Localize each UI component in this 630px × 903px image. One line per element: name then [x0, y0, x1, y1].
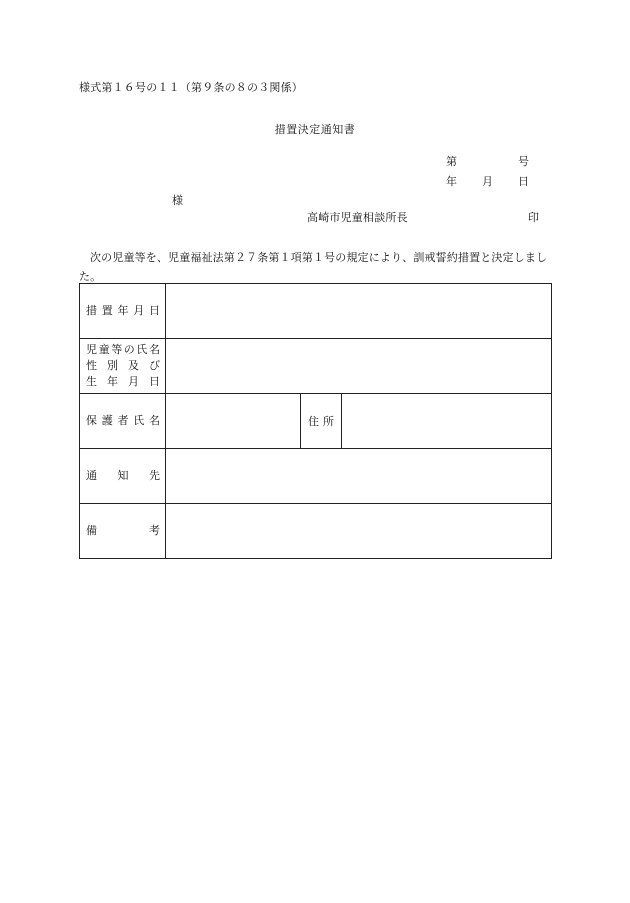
recipient-honorific: 様 [172, 194, 183, 207]
notice-table [79, 283, 552, 559]
guardian-value[interactable] [166, 394, 301, 449]
remarks-row [80, 504, 552, 559]
number-suffix: 号 [518, 155, 529, 168]
guardian-row [80, 394, 552, 449]
remarks-value[interactable] [166, 504, 552, 559]
date-day-label: 日 [518, 175, 529, 188]
child-birthdate-label: 生 年 月 日 [86, 375, 160, 388]
notify-row [80, 449, 552, 504]
address-value[interactable] [342, 394, 552, 449]
notify-value[interactable] [166, 449, 552, 504]
number-prefix: 第 [446, 155, 457, 168]
address-label: 住 所 [308, 415, 334, 428]
measure-date-value[interactable] [166, 284, 552, 339]
child-info-label-cell [80, 339, 166, 394]
address-label-cell [301, 394, 342, 449]
measure-date-row [80, 284, 552, 339]
child-info-row [80, 339, 552, 394]
guardian-label: 保 護 者 氏 名 [86, 414, 160, 427]
date-month-label: 月 [482, 175, 493, 188]
remarks-label: 備 考 [86, 524, 160, 537]
measure-date-label-cell [80, 284, 166, 339]
issuer-seal-mark: 印 [528, 211, 539, 224]
child-info-value[interactable] [166, 339, 552, 394]
issuer-name: 高崎市児童相談所長 [307, 211, 408, 224]
form-number: 様式第１６号の１１（第９条の８の３関係） [79, 81, 303, 94]
child-name-label: 児 童 等 の 氏 名 [86, 343, 160, 356]
notify-label-cell [80, 449, 166, 504]
child-gender-label: 性 別 及 び [86, 359, 160, 372]
notify-label: 通 知 先 [86, 469, 160, 482]
date-year-label: 年 [446, 175, 457, 188]
document-title: 措置決定通知書 [274, 123, 356, 136]
body-paragraph: 次の児童等を、児童福祉法第２７条第１項第１号の規定により、訓戒誓約措置と決定しました。 [79, 251, 548, 283]
remarks-label-cell [80, 504, 166, 559]
measure-date-label: 措 置 年 月 日 [86, 304, 160, 317]
guardian-label-cell [80, 394, 166, 449]
child-info-label [80, 342, 165, 390]
